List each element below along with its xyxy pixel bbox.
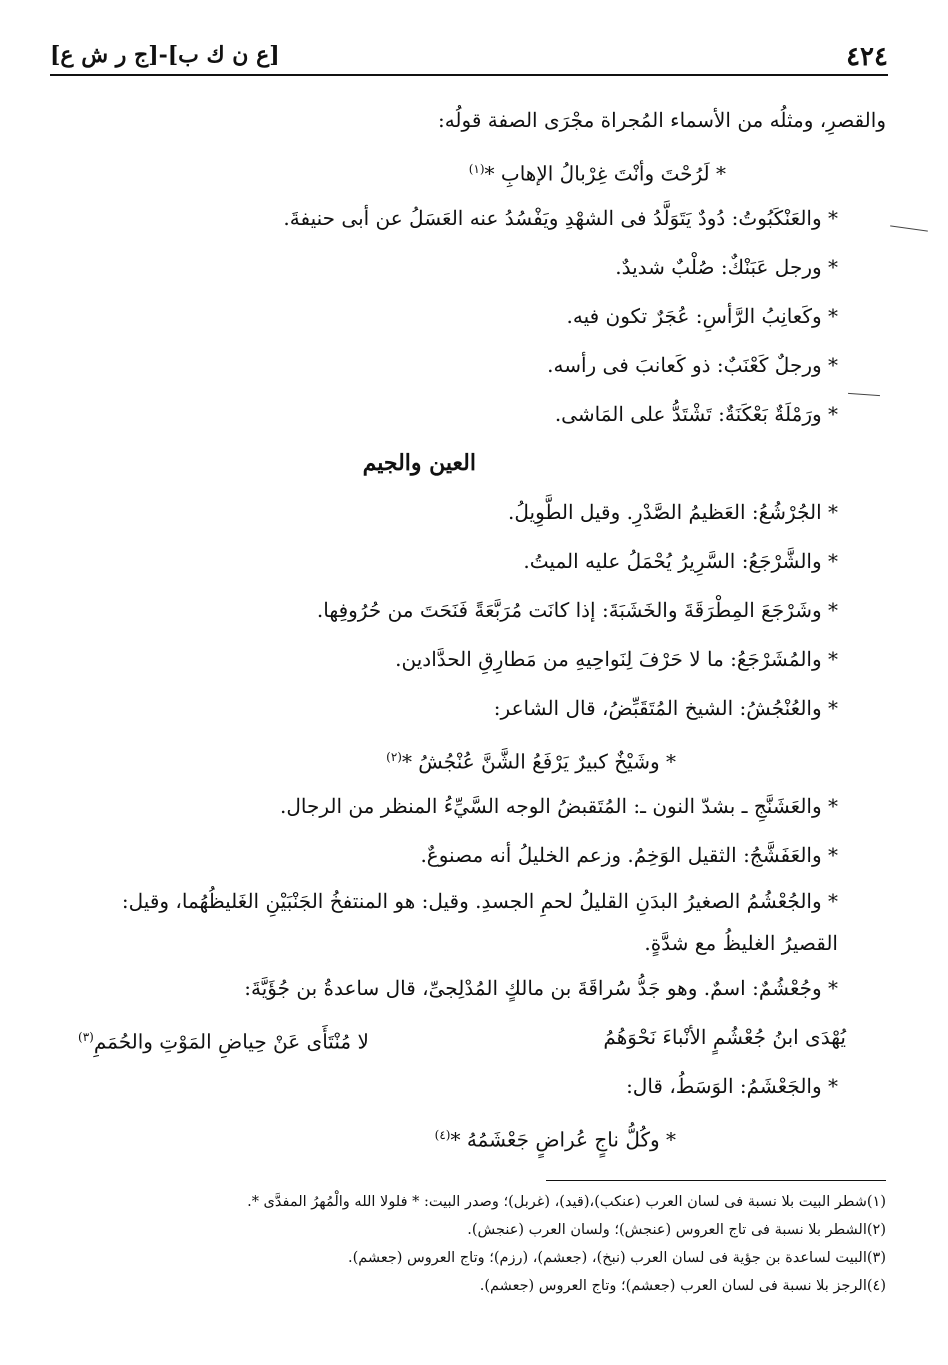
entry-line: * والعَفَشَّجُ: الثقيل الوَخِمُ. وزعم الخليلُ أنه مصنوعٌ. [420, 843, 838, 867]
verse-line [78, 145, 886, 194]
footnote: (٤)الرجز بلا نسبة فى لسان العرب (جعشم)؛ وتاج العروس (جعشم). [479, 1278, 886, 1294]
footnote: (٢)الشطر بلا نسبة فى تاج العروس (عنجش)؛ ولسان العرب (عنجش). [467, 1222, 886, 1238]
footnote-ref: (٤) [434, 1128, 451, 1142]
poem-hemistich-left-wrap [78, 1013, 369, 1062]
page-number: ٤٢٤ [846, 42, 888, 72]
entry-line: * والشَّرْجَعُ: السَّرِيرُ يُحْمَلُ عليه الميتُ. [523, 549, 838, 573]
poem-hemistich-right: يُهْدَى ابنُ جُعْشُمٍ الأنْباءَ نَحْوَهُمُ [603, 1025, 846, 1049]
verse-line [78, 733, 886, 782]
entry-line: * ورجلٌ كَعْنَبٌ: ذو كَعانبَ فى رأسه. [547, 353, 838, 377]
footnote-rule [546, 1180, 886, 1181]
entry-line: * والعُنْجُشُ: الشيخ المُتَقَبِّضُ، قال الشاعر: [493, 696, 838, 720]
poem-hemistich-left: لا مُنْتَأَى عَنْ حِياضِ المَوْتِ والحُمَمِ [93, 1029, 369, 1054]
footnote-ref: (٣) [78, 1030, 94, 1044]
main-text [78, 96, 886, 1160]
text-line: والقصرِ، ومثلُه من الأسماء المُجراة مجْرَى الصفة قولُه: [437, 108, 886, 132]
verse-text: * وشَيْخٌ كبيرٌ يَرْفَعُ الشَّنَّ عُنْجُشُ * [401, 749, 676, 774]
section-heading: العين والجيم [362, 450, 476, 476]
poem-line [78, 1013, 886, 1062]
page-header [50, 38, 888, 74]
verse-text: * لَرُحْتَ وأنْتَ غِرْبالُ الإهابِ * [484, 161, 726, 186]
entry-paragraph: * والجُعْشُمُ الصغيرُ البدَنِ القليلُ لحمِ الجسدِ. وقيل: هو المنتفخُ الجَنْبَيْنِ الغَليظُهُما، وقيل: القصيرُ الغليظُ مع شدَّةٍ. [121, 889, 838, 955]
entry-line: * الجُرْشُعُ: العَظيمُ الصَّدْرِ. وقيل الطَّوِيلُ. [508, 500, 838, 524]
verse-text: * وكُلُّ ناجٍ عُراضٍ جَعْشَمُهُ * [450, 1127, 676, 1152]
entry-line: * والعَنْكَبُوتُ: دُودٌ يَتَوَلَّدُ فى الشهْدِ ويَفْسُدُ عنه العَسَلُ عن أبى حنيفةَ. [283, 206, 838, 230]
entry-line: * ورَمْلَةٌ بَعْكَنَةٌ: تَشْتَدُّ على المَاشى. [554, 402, 838, 426]
entry-line: * والجَعْشَمُ: الوَسَطُ، قال: [626, 1074, 838, 1098]
entry-line: * ورجل عَبَنْكٌ: صُلْبٌ شديدٌ. [615, 255, 838, 279]
verse-line [78, 1111, 886, 1160]
margin-mark [890, 225, 928, 231]
footnote-ref: (٢) [386, 750, 402, 764]
entry-line: * وشَرْجَعَ المِطْرَقَةَ والخَشَبَةَ: إذا كانَت مُرَبَّعَةً فَنَحَتَ من حُرُوفِها. [316, 598, 838, 622]
header-rule [50, 74, 888, 76]
footnotes [60, 1188, 886, 1300]
entry-line: * وجُعْشُمٌ: اسمٌ. وهو جَدُّ سُراقَةَ بن مالكٍ المُدْلِجىِّ، قال ساعدةُ بن جُؤَيَّةَ: [244, 976, 838, 1000]
entry-line: * وكَعانِبُ الرَّأسِ: عُجَرٌ تكون فيه. [566, 304, 838, 328]
entry-line: * والمُشَرْجَعُ: ما لا حَرْفَ لِنَواحِيهِ من مَطارِقِ الحدَّادين. [395, 647, 838, 671]
footnote-ref: (١) [468, 162, 485, 176]
footnote: (١)شطر البيت بلا نسبة فى لسان العرب (عنكب)،(قيد)، (غربل)؛ وصدر البيت: * فلولا الله والْمُهرُ المفدَّى *. [247, 1194, 886, 1210]
entry-line: * والعَشَنَّجِ ـ بشدّ النون ـ: المُتَقبضُ الوجه السَّيِّءُ المنظر من الرجال. [280, 794, 838, 818]
header-roots: [ع ن ك ب]-[ج ر ش ع] [50, 42, 280, 68]
footnote: (٣)البيت لساعدة بن جؤية فى لسان العرب (نبخ)، (جعشم)، (رزم)؛ وتاج العروس (جعشم). [347, 1250, 886, 1266]
